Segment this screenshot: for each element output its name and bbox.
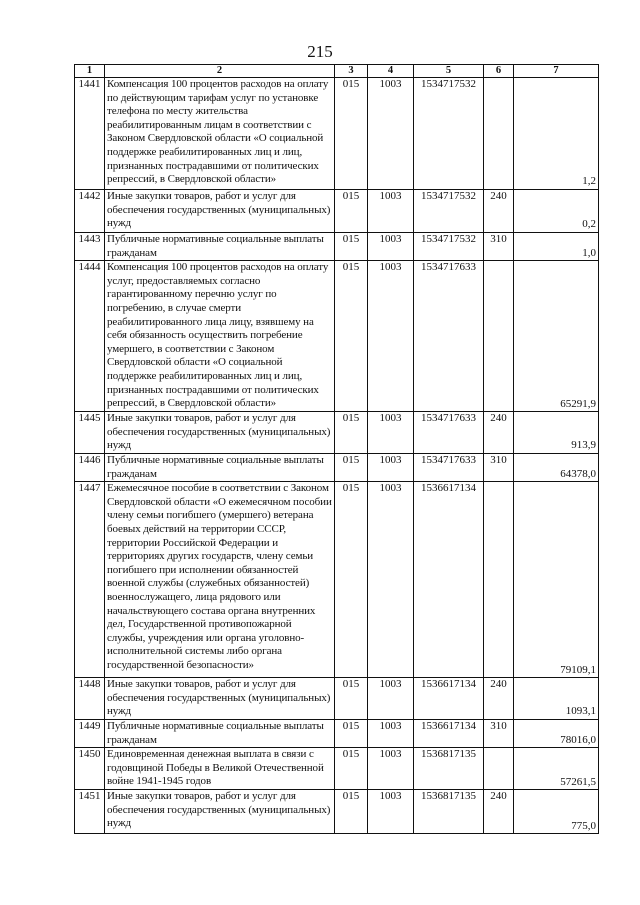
- row-description: Компенсация 100 процентов расходов на оплату услуг, предоставляемых согласно гарантированному перечню услуг по погребению, в случае смерти реабилитированного лица лицу, взявшему на себя обязанность осуществить погребение умершего, в соответствии с Законом Свердловской области «О социальной поддержке реабилитированных лиц и лиц, признанных пострадавшими от политических репрессий, в Свердловской области»: [105, 261, 335, 412]
- row-description: Иные закупки товаров, работ и услуг для обеспечения государственных (муниципальных) нужд: [105, 412, 335, 454]
- ministry-code: 015: [335, 453, 368, 481]
- row-number: 1451: [75, 790, 105, 834]
- row-number: 1445: [75, 412, 105, 454]
- ministry-code: 015: [335, 261, 368, 412]
- expense-type: [484, 748, 514, 790]
- amount: 57261,5: [514, 748, 599, 790]
- column-header-7: 7: [514, 65, 599, 78]
- target-code: 1534717532: [414, 190, 484, 233]
- column-header-2: 2: [105, 65, 335, 78]
- column-header-1: 1: [75, 65, 105, 78]
- section-code: 1003: [368, 790, 414, 834]
- section-code: 1003: [368, 748, 414, 790]
- row-number: 1447: [75, 482, 105, 678]
- section-code: 1003: [368, 233, 414, 261]
- amount: 0,2: [514, 190, 599, 233]
- target-code: 1534717633: [414, 261, 484, 412]
- section-code: 1003: [368, 78, 414, 190]
- section-code: 1003: [368, 261, 414, 412]
- ministry-code: 015: [335, 748, 368, 790]
- table-row: [75, 678, 599, 720]
- amount: 1093,1: [514, 678, 599, 720]
- row-description: Иные закупки товаров, работ и услуг для обеспечения государственных (муниципальных) нужд: [105, 190, 335, 233]
- row-number: 1443: [75, 233, 105, 261]
- target-code: 1536817135: [414, 748, 484, 790]
- table-row: [75, 233, 599, 261]
- expense-type: [484, 78, 514, 190]
- target-code: 1536617134: [414, 678, 484, 720]
- section-code: 1003: [368, 453, 414, 481]
- ministry-code: 015: [335, 790, 368, 834]
- row-description: Иные закупки товаров, работ и услуг для обеспечения государственных (муниципальных) нужд: [105, 790, 335, 834]
- target-code: 1534717532: [414, 78, 484, 190]
- target-code: 1534717532: [414, 233, 484, 261]
- ministry-code: 015: [335, 719, 368, 747]
- expense-type: [484, 261, 514, 412]
- table-row: [75, 453, 599, 481]
- section-code: 1003: [368, 412, 414, 454]
- ministry-code: 015: [335, 678, 368, 720]
- ministry-code: 015: [335, 482, 368, 678]
- amount: 1,0: [514, 233, 599, 261]
- target-code: 1536817135: [414, 790, 484, 834]
- amount: 65291,9: [514, 261, 599, 412]
- amount: 1,2: [514, 78, 599, 190]
- section-code: 1003: [368, 190, 414, 233]
- row-number: 1444: [75, 261, 105, 412]
- section-code: 1003: [368, 719, 414, 747]
- table-row: [75, 719, 599, 747]
- row-description: Публичные нормативные социальные выплаты гражданам: [105, 453, 335, 481]
- column-header-4: 4: [368, 65, 414, 78]
- table-row: [75, 748, 599, 790]
- expense-type: 240: [484, 412, 514, 454]
- column-header-5: 5: [414, 65, 484, 78]
- table-row: [75, 78, 599, 190]
- expense-type: 240: [484, 790, 514, 834]
- row-number: 1449: [75, 719, 105, 747]
- row-description: Публичные нормативные социальные выплаты гражданам: [105, 233, 335, 261]
- expense-type: 310: [484, 453, 514, 481]
- row-number: 1446: [75, 453, 105, 481]
- section-code: 1003: [368, 678, 414, 720]
- ministry-code: 015: [335, 78, 368, 190]
- ministry-code: 015: [335, 233, 368, 261]
- table-row: [75, 261, 599, 412]
- row-number: 1441: [75, 78, 105, 190]
- amount: 79109,1: [514, 482, 599, 678]
- table-row: [75, 412, 599, 454]
- amount: 64378,0: [514, 453, 599, 481]
- page-number: 215: [307, 42, 333, 61]
- ministry-code: 015: [335, 412, 368, 454]
- row-description: Иные закупки товаров, работ и услуг для обеспечения государственных (муниципальных) нужд: [105, 678, 335, 720]
- expense-type: 240: [484, 678, 514, 720]
- row-number: 1448: [75, 678, 105, 720]
- column-header-6: 6: [484, 65, 514, 78]
- budget-table: [74, 64, 599, 834]
- expense-type: 310: [484, 233, 514, 261]
- row-description: Единовременная денежная выплата в связи с годовщиной Победы в Великой Отечественной войне 1941-1945 годов: [105, 748, 335, 790]
- target-code: 1534717633: [414, 412, 484, 454]
- column-header-3: 3: [335, 65, 368, 78]
- amount: 775,0: [514, 790, 599, 834]
- table-row: [75, 482, 599, 678]
- expense-type: [484, 482, 514, 678]
- row-description: Публичные нормативные социальные выплаты гражданам: [105, 719, 335, 747]
- row-description: Ежемесячное пособие в соответствии с Законом Свердловской области «О ежемесячном пособии члену семьи погибшего (умершего) ветерана боевых действий на территории СССР, территории Российской Федерации и территориях других государств, члену семьи погибшего при исполнении обязанностей военной службы (служебных обязанностей) военнослужащего, лица рядового или начальствующего состава органа внутренних дел, Государственной противопожарной службы, учреждения или органа уголовно-исполнительной системы либо органа государственной безопасности»: [105, 482, 335, 678]
- row-number: 1442: [75, 190, 105, 233]
- ministry-code: 015: [335, 190, 368, 233]
- expense-type: 310: [484, 719, 514, 747]
- row-number: 1450: [75, 748, 105, 790]
- target-code: 1534717633: [414, 453, 484, 481]
- amount: 913,9: [514, 412, 599, 454]
- header-row: [75, 65, 599, 78]
- amount: 78016,0: [514, 719, 599, 747]
- table-row: [75, 790, 599, 834]
- section-code: 1003: [368, 482, 414, 678]
- row-description: Компенсация 100 процентов расходов на оплату по действующим тарифам услуг по установке телефона по месту жительства реабилитированным лицам в соответствии с Законом Свердловской области «О социальной поддержке реабилитированных лиц и лиц, признанных пострадавшими от политических репрессий, в Свердловской области»: [105, 78, 335, 190]
- expense-type: 240: [484, 190, 514, 233]
- target-code: 1536617134: [414, 482, 484, 678]
- target-code: 1536617134: [414, 719, 484, 747]
- table-row: [75, 190, 599, 233]
